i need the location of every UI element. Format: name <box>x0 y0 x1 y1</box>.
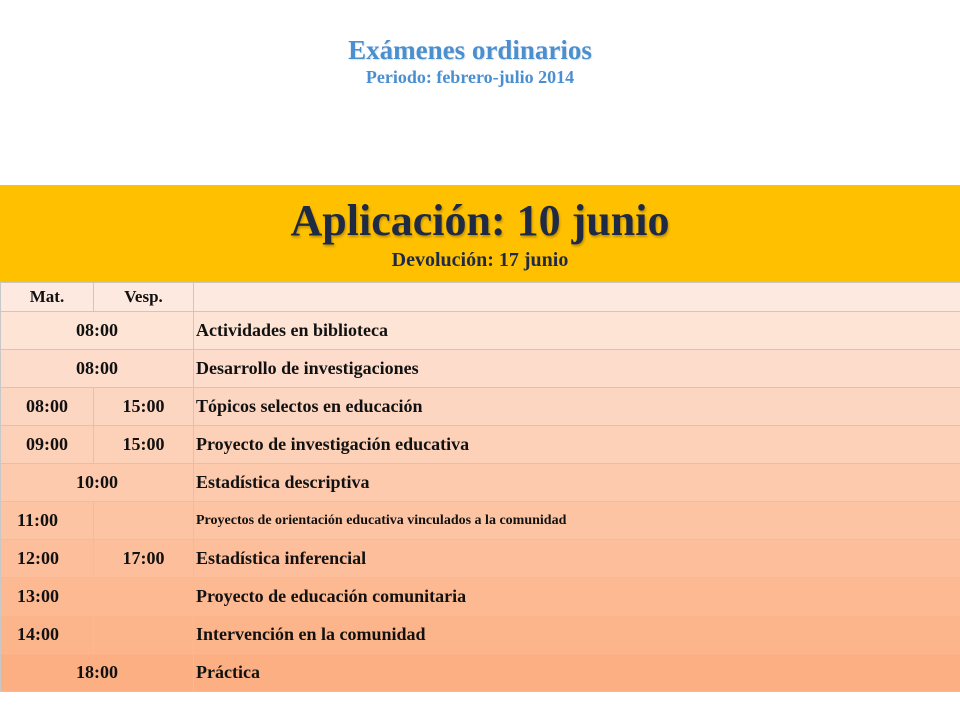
exam-time-morning: 08:00 <box>1 388 94 426</box>
exam-time-morning: 14:00 <box>1 616 94 654</box>
table-row <box>1 312 960 350</box>
exam-time-morning: 09:00 <box>1 426 94 464</box>
exam-subject: Proyecto de educación comunitaria <box>194 578 960 616</box>
exam-time-morning: 13:00 <box>1 578 94 616</box>
application-banner <box>0 185 960 282</box>
table-row <box>1 350 960 388</box>
exam-subject: Tópicos selectos en educación <box>194 388 960 426</box>
column-header-subject <box>194 283 960 312</box>
exam-time-afternoon: 17:00 <box>94 540 194 578</box>
table-row <box>1 540 960 578</box>
table-row <box>1 654 960 692</box>
exam-subject: Intervención en la comunidad <box>194 616 960 654</box>
exam-time-morning: 11:00 <box>1 502 94 540</box>
table-row <box>1 616 960 654</box>
exam-schedule-table <box>0 282 960 692</box>
exam-time: 08:00 <box>1 312 194 350</box>
application-date: Aplicación: 10 junio <box>290 196 670 245</box>
table-row <box>1 464 960 502</box>
exam-subject: Práctica <box>194 654 960 692</box>
exam-subject: Proyecto de investigación educativa <box>194 426 960 464</box>
exam-subject: Estadística descriptiva <box>194 464 960 502</box>
exam-subject: Proyectos de orientación educativa vinculados a la comunidad <box>194 502 960 540</box>
table-row <box>1 388 960 426</box>
column-header-afternoon: Vesp. <box>94 283 194 312</box>
page-period: Periodo: febrero-julio 2014 <box>365 67 575 87</box>
exam-time-morning: 12:00 <box>1 540 94 578</box>
table-header-row <box>1 283 960 312</box>
exam-time-afternoon: 15:00 <box>94 388 194 426</box>
exam-subject: Actividades en biblioteca <box>194 312 960 350</box>
page-header <box>0 34 940 88</box>
table-row <box>1 426 960 464</box>
exam-time: 10:00 <box>1 464 194 502</box>
exam-time: 08:00 <box>1 350 194 388</box>
column-header-morning: Mat. <box>1 283 94 312</box>
exam-time-afternoon <box>94 616 194 654</box>
exam-subject: Desarrollo de investigaciones <box>194 350 960 388</box>
exam-time-afternoon <box>94 578 194 616</box>
page-title: Exámenes ordinarios <box>348 35 592 65</box>
exam-time-afternoon <box>94 502 194 540</box>
return-date: Devolución: 17 junio <box>391 249 569 271</box>
table-row <box>1 502 960 540</box>
exam-subject: Estadística inferencial <box>194 540 960 578</box>
table-row <box>1 578 960 616</box>
exam-time-afternoon: 15:00 <box>94 426 194 464</box>
exam-time: 18:00 <box>1 654 194 692</box>
